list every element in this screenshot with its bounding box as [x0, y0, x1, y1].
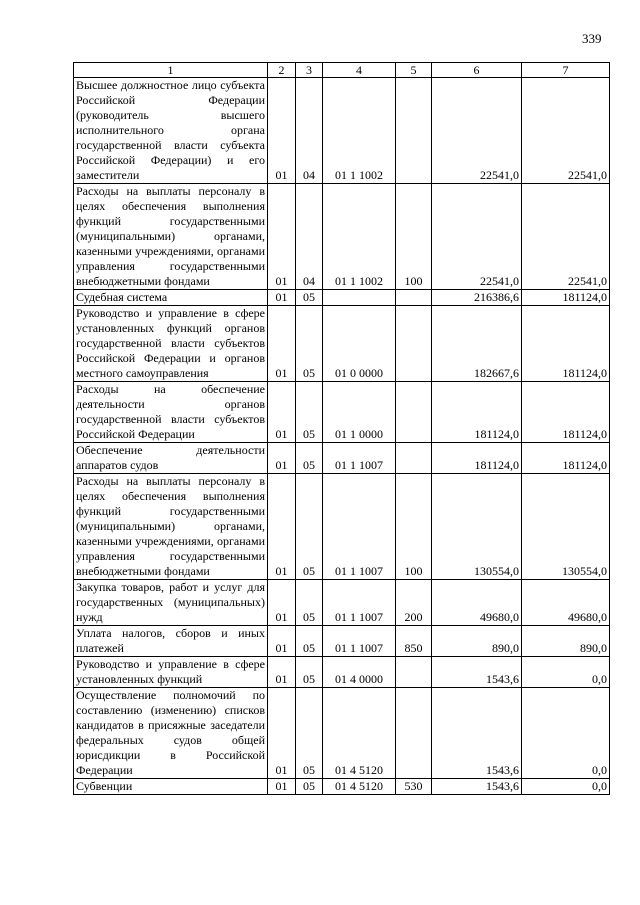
amount-1-cell: 1543,6 [432, 688, 522, 779]
table-row [74, 443, 610, 474]
section-code-cell: 01 [268, 657, 296, 688]
table-row [74, 306, 610, 382]
table-row [74, 474, 610, 580]
column-header: 5 [396, 63, 432, 78]
amount-2-cell: 181124,0 [522, 443, 610, 474]
subsection-code-cell: 05 [296, 382, 323, 443]
expense-type-cell: 200 [396, 580, 432, 626]
amount-1-cell: 181124,0 [432, 382, 522, 443]
target-article-cell: 01 4 5120 [323, 779, 396, 795]
amount-2-cell: 890,0 [522, 626, 610, 657]
subsection-code-cell: 05 [296, 657, 323, 688]
expense-type-cell [396, 657, 432, 688]
subsection-code-cell: 05 [296, 626, 323, 657]
amount-1-cell: 22541,0 [432, 78, 522, 184]
row-name-cell: Судебная система [74, 290, 268, 306]
column-header: 3 [296, 63, 323, 78]
amount-1-cell: 130554,0 [432, 474, 522, 580]
amount-2-cell: 181124,0 [522, 382, 610, 443]
amount-2-cell: 181124,0 [522, 306, 610, 382]
section-code-cell: 01 [268, 443, 296, 474]
amount-1-cell: 181124,0 [432, 443, 522, 474]
section-code-cell: 01 [268, 382, 296, 443]
row-name-cell: Субвенции [74, 779, 268, 795]
section-code-cell: 01 [268, 290, 296, 306]
row-name-cell: Расходы на обеспечение деятельности органов государственной власти субъектов Российской Федерации [74, 382, 268, 443]
target-article-cell: 01 1 1002 [323, 78, 396, 184]
amount-1-cell: 49680,0 [432, 580, 522, 626]
column-header: 1 [74, 63, 268, 78]
subsection-code-cell: 05 [296, 688, 323, 779]
amount-1-cell: 22541,0 [432, 184, 522, 290]
column-header: 6 [432, 63, 522, 78]
section-code-cell: 01 [268, 306, 296, 382]
amount-2-cell: 0,0 [522, 657, 610, 688]
table-row [74, 626, 610, 657]
header-row [74, 63, 610, 78]
subsection-code-cell: 05 [296, 779, 323, 795]
amount-2-cell: 49680,0 [522, 580, 610, 626]
amount-1-cell: 890,0 [432, 626, 522, 657]
subsection-code-cell: 04 [296, 184, 323, 290]
amount-2-cell: 22541,0 [522, 184, 610, 290]
target-article-cell: 01 1 1007 [323, 626, 396, 657]
row-name-cell: Закупка товаров, работ и услуг для государственных (муниципальных) нужд [74, 580, 268, 626]
row-name-cell: Расходы на выплаты персоналу в целях обеспечения выполнения функций государственными (муниципальными) органами, казенными учреждениями, органами управления государственными внебюджетными фондами [74, 184, 268, 290]
table-row [74, 688, 610, 779]
expense-type-cell: 100 [396, 184, 432, 290]
column-header: 7 [522, 63, 610, 78]
target-article-cell: 01 1 1007 [323, 443, 396, 474]
row-name-cell: Руководство и управление в сфере установленных функций [74, 657, 268, 688]
amount-1-cell: 216386,6 [432, 290, 522, 306]
amount-2-cell: 0,0 [522, 779, 610, 795]
target-article-cell: 01 1 0000 [323, 382, 396, 443]
amount-2-cell: 22541,0 [522, 78, 610, 184]
row-name-cell: Осуществление полномочий по составлению (изменению) списков кандидатов в присяжные заседатели федеральных судов общей юрисдикции в Российской Федерации [74, 688, 268, 779]
column-header: 4 [323, 63, 396, 78]
expense-type-cell [396, 382, 432, 443]
expense-type-cell: 530 [396, 779, 432, 795]
row-name-cell: Уплата налогов, сборов и иных платежей [74, 626, 268, 657]
subsection-code-cell: 05 [296, 443, 323, 474]
subsection-code-cell: 05 [296, 474, 323, 580]
expense-type-cell [396, 306, 432, 382]
expense-type-cell: 100 [396, 474, 432, 580]
table-row [74, 78, 610, 184]
amount-2-cell: 130554,0 [522, 474, 610, 580]
expense-type-cell [396, 290, 432, 306]
amount-2-cell: 0,0 [522, 688, 610, 779]
section-code-cell: 01 [268, 688, 296, 779]
row-name-cell: Высшее должностное лицо субъекта Российской Федерации (руководитель высшего исполнительного органа государственной власти субъекта Российской Федерации) и его заместители [74, 78, 268, 184]
target-article-cell: 01 1 1002 [323, 184, 396, 290]
expense-type-cell [396, 78, 432, 184]
expense-type-cell [396, 443, 432, 474]
column-header: 2 [268, 63, 296, 78]
section-code-cell: 01 [268, 474, 296, 580]
amount-2-cell: 181124,0 [522, 290, 610, 306]
target-article-cell: 01 1 1007 [323, 474, 396, 580]
target-article-cell: 01 4 0000 [323, 657, 396, 688]
row-name-cell: Обеспечение деятельности аппаратов судов [74, 443, 268, 474]
subsection-code-cell: 05 [296, 580, 323, 626]
expense-type-cell: 850 [396, 626, 432, 657]
section-code-cell: 01 [268, 78, 296, 184]
row-name-cell: Расходы на выплаты персоналу в целях обеспечения выполнения функций государственными (муниципальными) органами, казенными учреждениями, органами управления государственными внебюджетными фондами [74, 474, 268, 580]
table-row [74, 382, 610, 443]
subsection-code-cell: 04 [296, 78, 323, 184]
target-article-cell [323, 290, 396, 306]
budget-table [73, 62, 610, 795]
subsection-code-cell: 05 [296, 290, 323, 306]
subsection-code-cell: 05 [296, 306, 323, 382]
table-row [74, 779, 610, 795]
target-article-cell: 01 1 1007 [323, 580, 396, 626]
row-name-cell: Руководство и управление в сфере установленных функций органов государственной власти субъектов Российской Федерации и органов местного самоуправления [74, 306, 268, 382]
section-code-cell: 01 [268, 184, 296, 290]
section-code-cell: 01 [268, 580, 296, 626]
target-article-cell: 01 0 0000 [323, 306, 396, 382]
target-article-cell: 01 4 5120 [323, 688, 396, 779]
amount-1-cell: 1543,6 [432, 657, 522, 688]
table-row [74, 657, 610, 688]
section-code-cell: 01 [268, 626, 296, 657]
expense-type-cell [396, 688, 432, 779]
table-row [74, 580, 610, 626]
table-row [74, 290, 610, 306]
amount-1-cell: 182667,6 [432, 306, 522, 382]
table-row [74, 184, 610, 290]
section-code-cell: 01 [268, 779, 296, 795]
page-number: 339 [582, 31, 602, 46]
amount-1-cell: 1543,6 [432, 779, 522, 795]
